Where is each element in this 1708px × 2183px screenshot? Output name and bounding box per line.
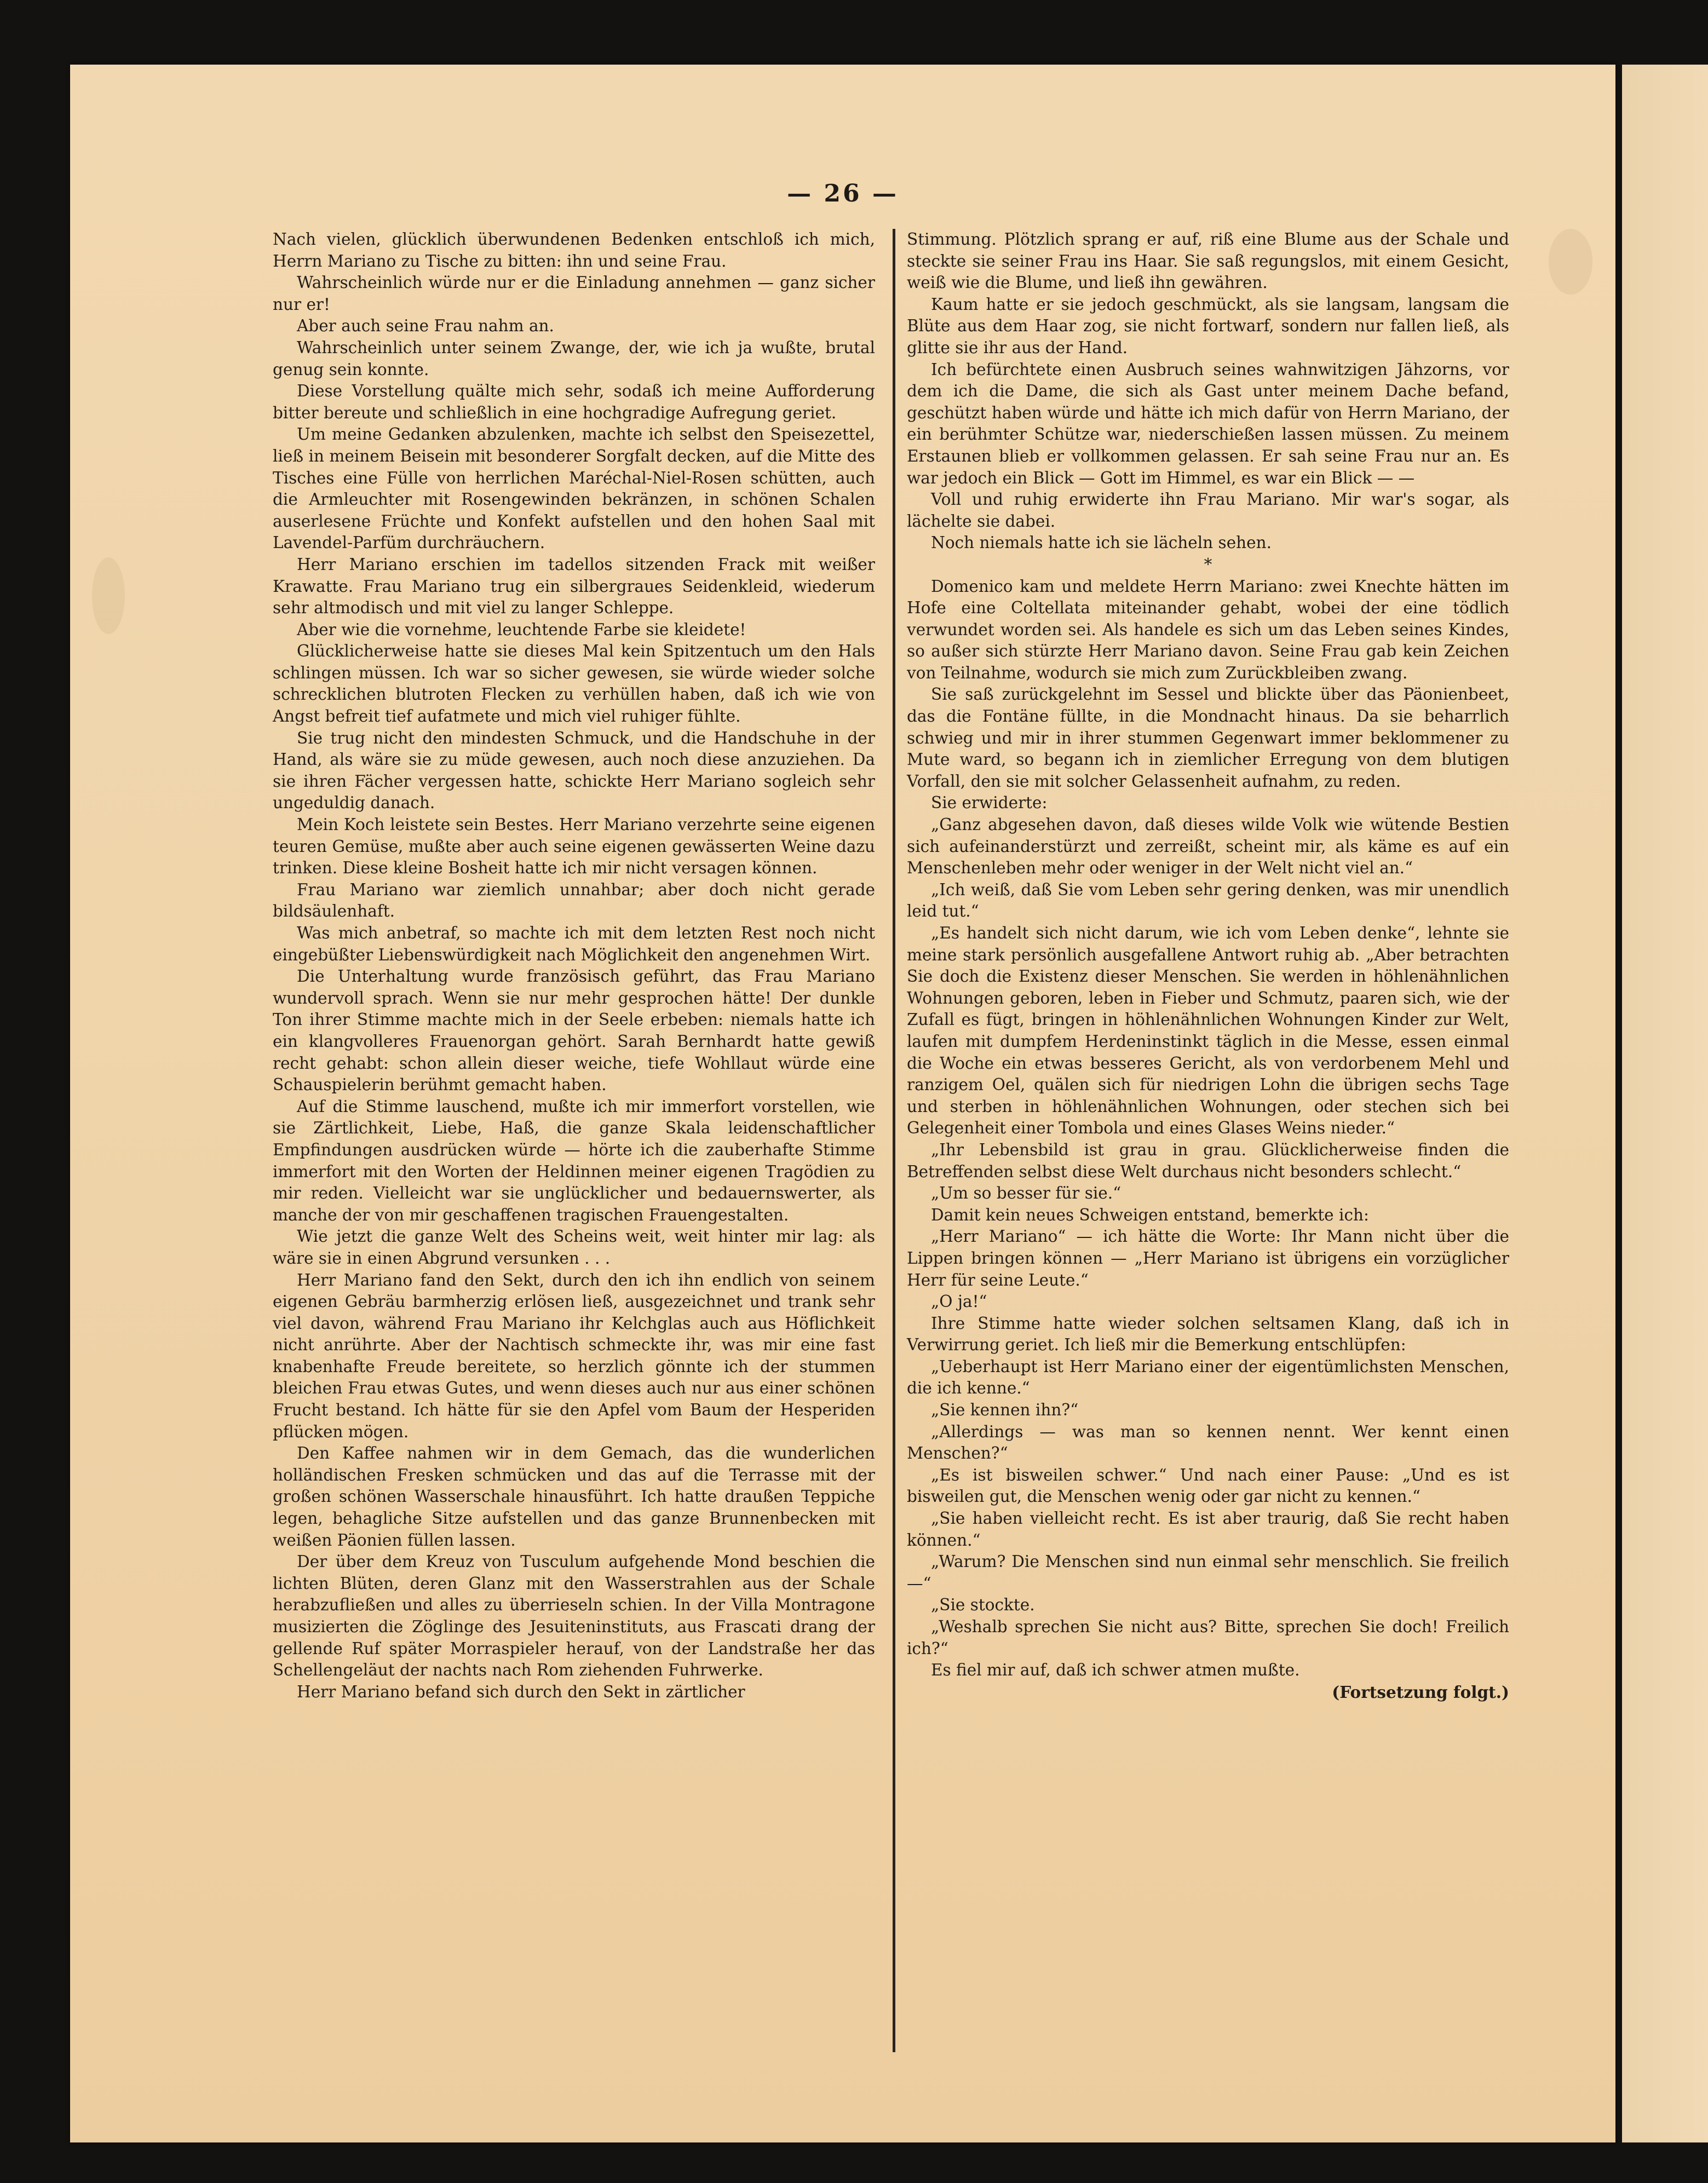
paragraph: Aber wie die vornehme, leuchtende Farbe sie kleidete! — [297, 620, 746, 639]
paragraph: Aber auch seine Frau nahm an. — [297, 316, 554, 336]
paragraph: Herr Mariano fand den Sekt, durch den ich ihn endlich von seinem eigenen Gebräu barmherzig erlösen ließ, ausgezeichnet und trank sehr viel davon, während Frau Mariano ihr Kelchglas auch aus Höflichkeit nicht anrührte. Aber der Nachtisch schmeckte ihr, was mir eine fast knabenhafte Freude bereitete, so herzlich gönnte ich der stummen bleichen Frau etwas Gutes, und wenn dieses auch nur aus einer schönen Frucht bestand. Ich hätte für sie den Apfel vom Baum der Hesperiden pflücken mögen. — [273, 1270, 875, 1441]
section-break-asterisk: * — [1204, 555, 1212, 574]
column-divider — [893, 229, 895, 2052]
paragraph: Frau Mariano war ziemlich unnahbar; aber doch nicht gerade bildsäulenhaft. — [273, 880, 875, 921]
paragraph: Domenico kam und meldete Herrn Mariano: zwei Knechte hätten im Hofe eine Coltellata miteinander gehabt, wobei der eine tödlich verwundet worden sei. Als handele es sich um das Leben seines Kindes, so außer sich stürzte Herr Mariano davon. Seine Frau gab kein Zeichen von Teilnahme, wodurch sie mich zum Zurückbleiben zwang. — [907, 577, 1509, 682]
paragraph: „Allerdings — was man so kennen nennt. Wer kennt einen Menschen?“ — [907, 1422, 1509, 1463]
paragraph: „Sie kennen ihn?“ — [931, 1401, 1079, 1420]
paragraph: Stimmung. Plötzlich sprang er auf, riß eine Blume aus der Schale und steckte sie seiner Frau ins Haar. Sie saß regungslos, mit einem Gesicht, weiß wie die Blume, und ließ ihn gewähren. — [907, 230, 1509, 292]
paragraph: Auf die Stimme lauschend, mußte ich mir immerfort vorstellen, wie sie Zärtlichkeit, Liebe, Haß, die ganze Skala leidenschaftlicher Empfindungen ausdrücken würde — hörte ich die zauberhafte Stimme immerfort mit den Worten der Heldinnen meiner eigenen Tragödien zu mir reden. Vielleicht war sie unglücklicher und bedauernswerter, als manche der von mir geschaffenen tragischen Frauengestalten. — [273, 1097, 875, 1224]
paragraph: Voll und ruhig erwiderte ihn Frau Mariano. Mir war's sogar, als lächelte sie dabei. — [907, 490, 1509, 531]
paragraph: Noch niemals hatte ich sie lächeln sehen. — [931, 533, 1272, 552]
paragraph: Was mich anbetraf, so machte ich mit dem letzten Rest noch nicht eingebüßter Liebenswürdigkeit nach Möglichkeit den angenehmen Wirt. — [273, 924, 875, 964]
paragraph: Nach vielen, glücklich überwundenen Bedenken entschloß ich mich, Herrn Mariano zu Tische zu bitten: ihn und seine Frau. — [273, 230, 875, 270]
paragraph: Es fiel mir auf, daß ich schwer atmen mußte. — [931, 1661, 1300, 1680]
paragraph: „Weshalb sprechen Sie nicht aus? Bitte, sprechen Sie doch! Freilich ich?“ — [907, 1617, 1509, 1658]
paragraph: „Warum? Die Menschen sind nun einmal sehr menschlich. Sie freilich —“ — [907, 1552, 1509, 1593]
right-column — [907, 229, 1509, 1703]
paragraph: Damit kein neues Schweigen entstand, bemerkte ich: — [931, 1205, 1369, 1224]
paper-stain — [1549, 229, 1592, 295]
paragraph: Sie saß zurückgelehnt im Sessel und blickte über das Päonienbeet, das die Fontäne füllte, in die Mondnacht hinaus. Da sie beharrlich schwieg und mir in ihrer stummen Gegenwart immer beklommener zu Mute ward, so begann ich in ziemlicher Erregung von dem blutigen Vorfall, den sie mit solcher Gelassenheit aufnahm, zu reden. — [907, 685, 1509, 791]
paragraph: Die Unterhaltung wurde französisch geführt, das Frau Mariano wundervoll sprach. Wenn sie nur mehr gesprochen hätte! Der dunkle Ton ihrer Stimme machte mich in der Seele erbeben: niemals hatte ich ein klangvolleres Frauenorgan gehört. Sarah Bernhardt hatte gewiß recht gehabt: schon allein dieser weiche, tiefe Wohllaut würde eine Schauspielerin berühmt gemacht haben. — [273, 967, 875, 1095]
newspaper-page — [70, 65, 1615, 2142]
paragraph: „O ja!“ — [931, 1292, 987, 1311]
paragraph: Herr Mariano befand sich durch den Sekt in zärtlicher — [297, 1682, 745, 1701]
paragraph: Diese Vorstellung quälte mich sehr, sodaß ich meine Aufforderung bitter bereute und schließlich in eine hochgradige Aufregung geriet. — [273, 382, 875, 422]
left-column — [273, 229, 875, 1703]
paragraph: „Sie stockte. — [931, 1596, 1035, 1615]
continuation-note: (Fortsetzung folgt.) — [1332, 1682, 1509, 1702]
paragraph: „Es ist bisweilen schwer.“ Und nach einer Pause: „Und es ist bisweilen gut, die Menschen wenig oder gar nicht zu kennen.“ — [907, 1465, 1509, 1506]
paragraph: Den Kaffee nahmen wir in dem Gemach, das die wunderlichen holländischen Fresken schmücken und das auf die Terrasse mit der großen schönen Wasserschale hinausführt. Ich hatte draußen Teppiche legen, behagliche Sitze aufstellen und das ganze Brunnenbecken mit weißen Päonien füllen lassen. — [273, 1444, 875, 1550]
paragraph: Um meine Gedanken abzulenken, machte ich selbst den Speisezettel, ließ in meinem Beisein mit besonderer Sorgfalt decken, auf die Mitte des Tisches eine Fülle von herrlichen Maréchal-Niel-Rosen schütten, auch die Armleuchter mit Rosengewinden bekränzen, in schönen Schalen auserlesene Früchte und Konfekt aufstellen und den hohen Saal mit Lavendel-Parfüm durchräuchern. — [273, 425, 875, 552]
paragraph: Kaum hatte er sie jedoch geschmückt, als sie langsam, langsam die Blüte aus dem Haar zog, sie nicht fortwarf, sondern nur fallen ließ, als glitte sie ihr aus der Hand. — [907, 295, 1509, 357]
paragraph: Wahrscheinlich würde nur er die Einladung annehmen — ganz sicher nur er! — [273, 273, 875, 314]
paragraph: „Herr Mariano“ — ich hätte die Worte: Ihr Mann nicht über die Lippen bringen können — „Herr Mariano ist übrigens ein vorzüglicher Herr für seine Leute.“ — [907, 1227, 1509, 1289]
paragraph: Wahrscheinlich unter seinem Zwange, der, wie ich ja wußte, brutal genug sein konnte. — [273, 338, 875, 379]
paragraph: Sie trug nicht den mindesten Schmuck, und die Handschuhe in der Hand, als wäre sie zu müde gewesen, auch noch diese anzuziehen. Da sie ihren Fächer vergessen hatte, schickte Herr Mariano sogleich sehr ungeduldig danach. — [273, 728, 875, 813]
adjacent-page-edge — [1622, 65, 1708, 2142]
paragraph: „Ueberhaupt ist Herr Mariano einer der eigentümlichsten Menschen, die ich kenne.“ — [907, 1357, 1509, 1398]
page-number: — 26 — — [787, 180, 899, 208]
paragraph: Ihre Stimme hatte wieder solchen seltsamen Klang, daß ich in Verwirrung geriet. Ich ließ mir die Bemerkung entschlüpfen: — [907, 1314, 1509, 1355]
paragraph: Wie jetzt die ganze Welt des Scheins weit, weit hinter mir lag: als wäre sie in einen Abgrund versunken . . . — [273, 1227, 875, 1268]
paragraph: Mein Koch leistete sein Bestes. Herr Mariano verzehrte seine eigenen teuren Gemüse, mußte aber auch seine eigenen gewässerten Weine dazu trinken. Diese kleine Bosheit hatte ich mir nicht versagen können. — [273, 815, 875, 878]
paragraph: „Um so besser für sie.“ — [931, 1184, 1122, 1203]
paragraph: „Sie haben vielleicht recht. Es ist aber traurig, daß Sie recht haben können.“ — [907, 1509, 1509, 1550]
paragraph: Glücklicherweise hatte sie dieses Mal kein Spitzentuch um den Hals schlingen müssen. Ich war so sicher gewesen, sie würde wieder solche schrecklichen blutroten Flecken zu verhüllen haben, daß ich wie von Angst befreit tief aufatmete und mich viel ruhiger fühlte. — [273, 642, 875, 726]
paragraph: „Es handelt sich nicht darum, wie ich vom Leben denke“, lehnte sie meine stark persönlich ausgefallene Antwort ruhig ab. „Aber betrachten Sie doch die Existenz dieser Menschen. Sie werden in höhlenähnlichen Wohnungen geboren, leben in Fieber und Schmutz, paaren sich, wie der Zufall es fügt, bringen in höhlenähnlichen Wohnungen Kinder zur Welt, laufen mit dumpfem Herdeninstinkt täglich in die Messe, essen einmal die Woche ein etwas besseres Gericht, als von verdorbenem Mehl und ranzigem Oel, quälen sich für niedrigen Lohn die übrigen sechs Tage und sterben in höhlenähnlichen Wohnungen, oder stechen sich bei Gelegenheit einer Tombola und eines Glases Weins nieder.“ — [907, 924, 1509, 1138]
paragraph: Sie erwiderte: — [931, 793, 1048, 813]
paragraph: „Ganz abgesehen davon, daß dieses wilde Volk wie wütende Bestien sich aufeinanderstürzt und zerreißt, scheint mir, als käme es auf ein Menschenleben mehr oder weniger in der Welt nicht viel an.“ — [907, 815, 1509, 878]
paragraph: „Ihr Lebensbild ist grau in grau. Glücklicherweise finden die Betreffenden selbst diese Welt durchaus nicht besonders schlecht.“ — [907, 1140, 1509, 1181]
paragraph: Herr Mariano erschien im tadellos sitzenden Frack mit weißer Krawatte. Frau Mariano trug ein silbergraues Seidenkleid, wiederum sehr altmodisch und mit viel zu langer Schleppe. — [273, 555, 875, 618]
paper-stain — [92, 557, 125, 634]
paragraph: „Ich weiß, daß Sie vom Leben sehr gering denken, was mir unendlich leid tut.“ — [907, 880, 1509, 921]
paragraph: Der über dem Kreuz von Tusculum aufgehende Mond beschien die lichten Blüten, deren Glanz mit den Wasserstrahlen aus der Schale herabzufließen und alles zu überrieseln schien. In der Villa Montragone musizierten die Zöglinge des Jesuiteninstituts, aus Frascati drang der gellende Ruf später Morraspieler herauf, von der Landstraße her das Schellengeläut der nachts nach Rom ziehenden Fuhrwerke. — [273, 1552, 875, 1680]
paragraph: Ich befürchtete einen Ausbruch seines wahnwitzigen Jähzorns, vor dem ich die Dame, die sich als Gast unter meinem Dache befand, geschützt haben würde und hätte ich mich dafür von Herrn Mariano, der ein berühmter Schütze war, niederschießen lassen müssen. Zu meinem Erstaunen blieb er vollkommen gelassen. Er sah seine Frau nur an. Es war jedoch ein Blick — Gott im Himmel, es war ein Blick — — — [907, 360, 1509, 487]
